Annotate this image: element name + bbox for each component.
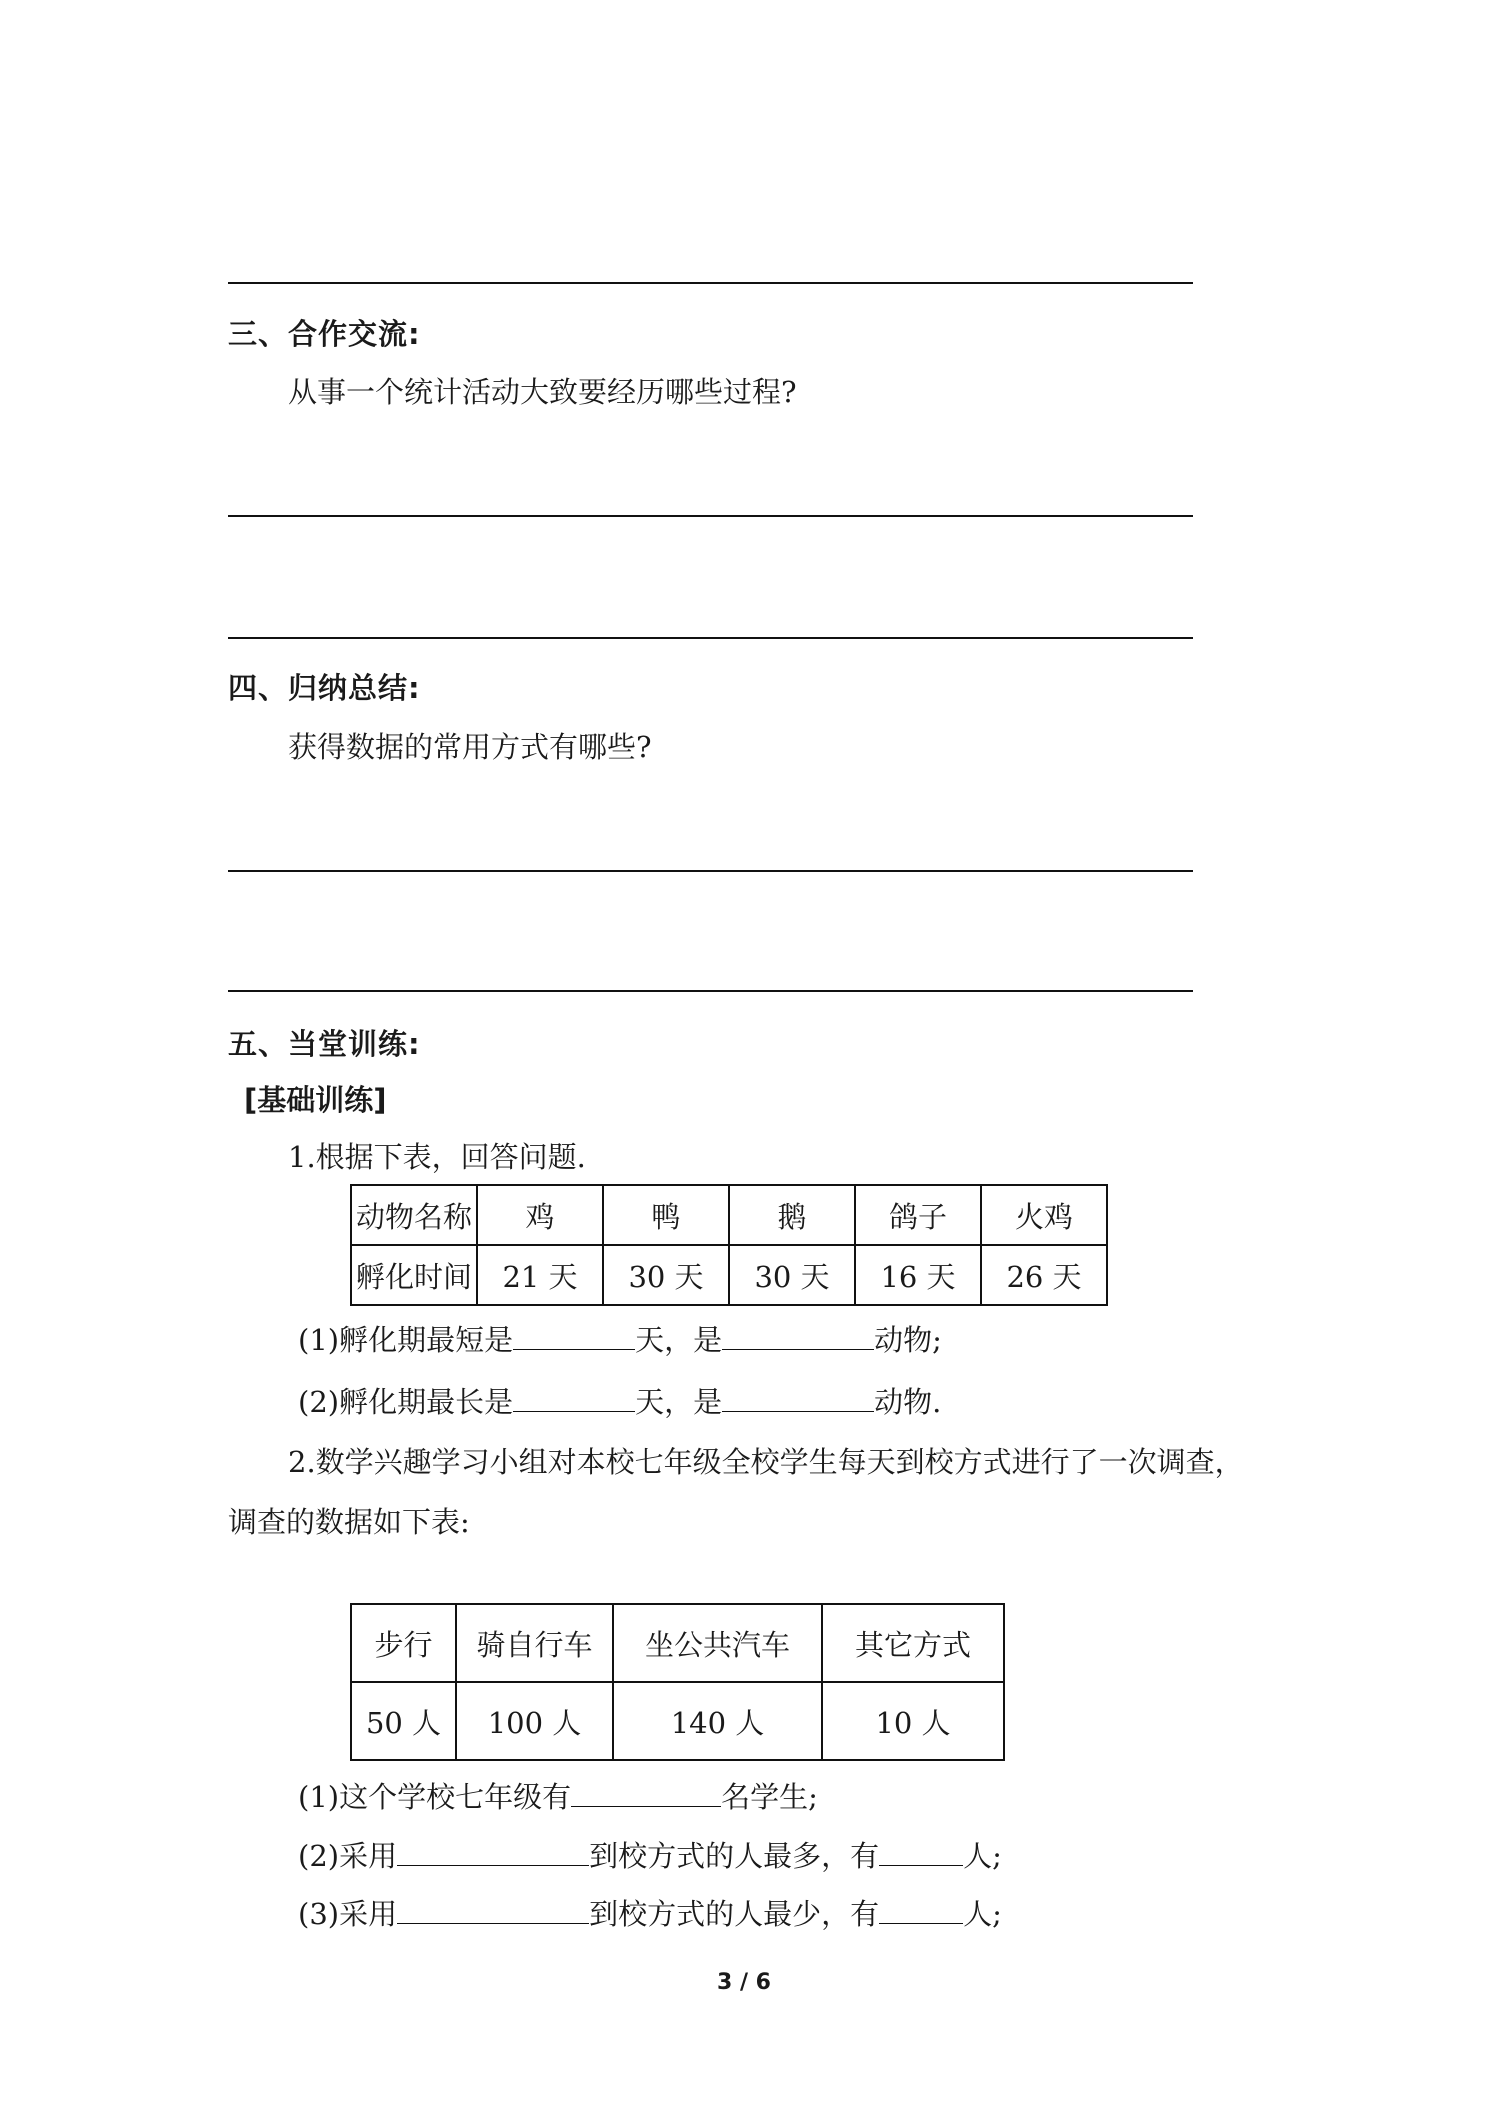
animal-cell: 鹅 [729,1185,855,1245]
basic-training-label: [基础训练] [244,1083,387,1117]
answer-blank[interactable] [879,1893,963,1924]
question-2-part-1: (1)这个学校七年级有 名学生; [298,1775,818,1816]
question-2-prompt-line-1: 2.数学兴趣学习小组对本校七年级全校学生每天到校方式进行了一次调查， [288,1445,1244,1479]
days-cell: 21 天 [477,1245,603,1305]
question-1-part-1: (1)孵化期最短是 天，是 动物; [298,1318,942,1359]
hatching-table [350,1184,1108,1306]
count-cell: 140 人 [613,1682,822,1760]
page-number: 3 / 6 [717,1970,771,1995]
mode-cell: 步行 [351,1604,456,1682]
section-3-heading: 三、合作交流: [228,317,421,351]
row-label: 孵化时间 [351,1245,477,1305]
answer-blank[interactable] [397,1893,589,1924]
mode-cell: 其它方式 [822,1604,1004,1682]
answer-blank[interactable] [513,1381,635,1412]
section-5-heading: 五、当堂训练: [228,1027,421,1061]
answer-line [228,637,1193,639]
days-cell: 30 天 [603,1245,729,1305]
question-2-prompt-line-2: 调查的数据如下表: [228,1505,470,1539]
animal-cell: 鸽子 [855,1185,981,1245]
answer-line [228,515,1193,517]
answer-line [228,282,1193,284]
mode-cell: 骑自行车 [456,1604,613,1682]
days-cell: 16 天 [855,1245,981,1305]
mode-cell: 坐公共汽车 [613,1604,822,1682]
count-cell: 50 人 [351,1682,456,1760]
section-3-question: 从事一个统计活动大致要经历哪些过程? [288,375,797,409]
question-2-part-3: (3)采用 到校方式的人最少，有 人; [298,1892,1002,1933]
animal-cell: 鸭 [603,1185,729,1245]
answer-blank[interactable] [722,1319,874,1350]
answer-blank[interactable] [397,1835,589,1866]
count-cell: 10 人 [822,1682,1004,1760]
commute-table [350,1603,1005,1761]
section-4-question: 获得数据的常用方式有哪些? [288,730,652,764]
animal-cell: 鸡 [477,1185,603,1245]
question-2-part-2: (2)采用 到校方式的人最多，有 人; [298,1834,1002,1875]
answer-line [228,990,1193,992]
answer-blank[interactable] [879,1835,963,1866]
question-1-prompt: 1.根据下表，回答问题. [288,1140,586,1174]
answer-blank[interactable] [513,1319,635,1350]
answer-blank[interactable] [722,1381,874,1412]
question-1-part-2: (2)孵化期最长是 天，是 动物. [298,1380,941,1421]
animal-cell: 火鸡 [981,1185,1107,1245]
row-label: 动物名称 [351,1185,477,1245]
answer-line [228,870,1193,872]
answer-blank[interactable] [571,1776,721,1807]
days-cell: 26 天 [981,1245,1107,1305]
days-cell: 30 天 [729,1245,855,1305]
count-cell: 100 人 [456,1682,613,1760]
section-4-heading: 四、归纳总结: [228,671,421,705]
